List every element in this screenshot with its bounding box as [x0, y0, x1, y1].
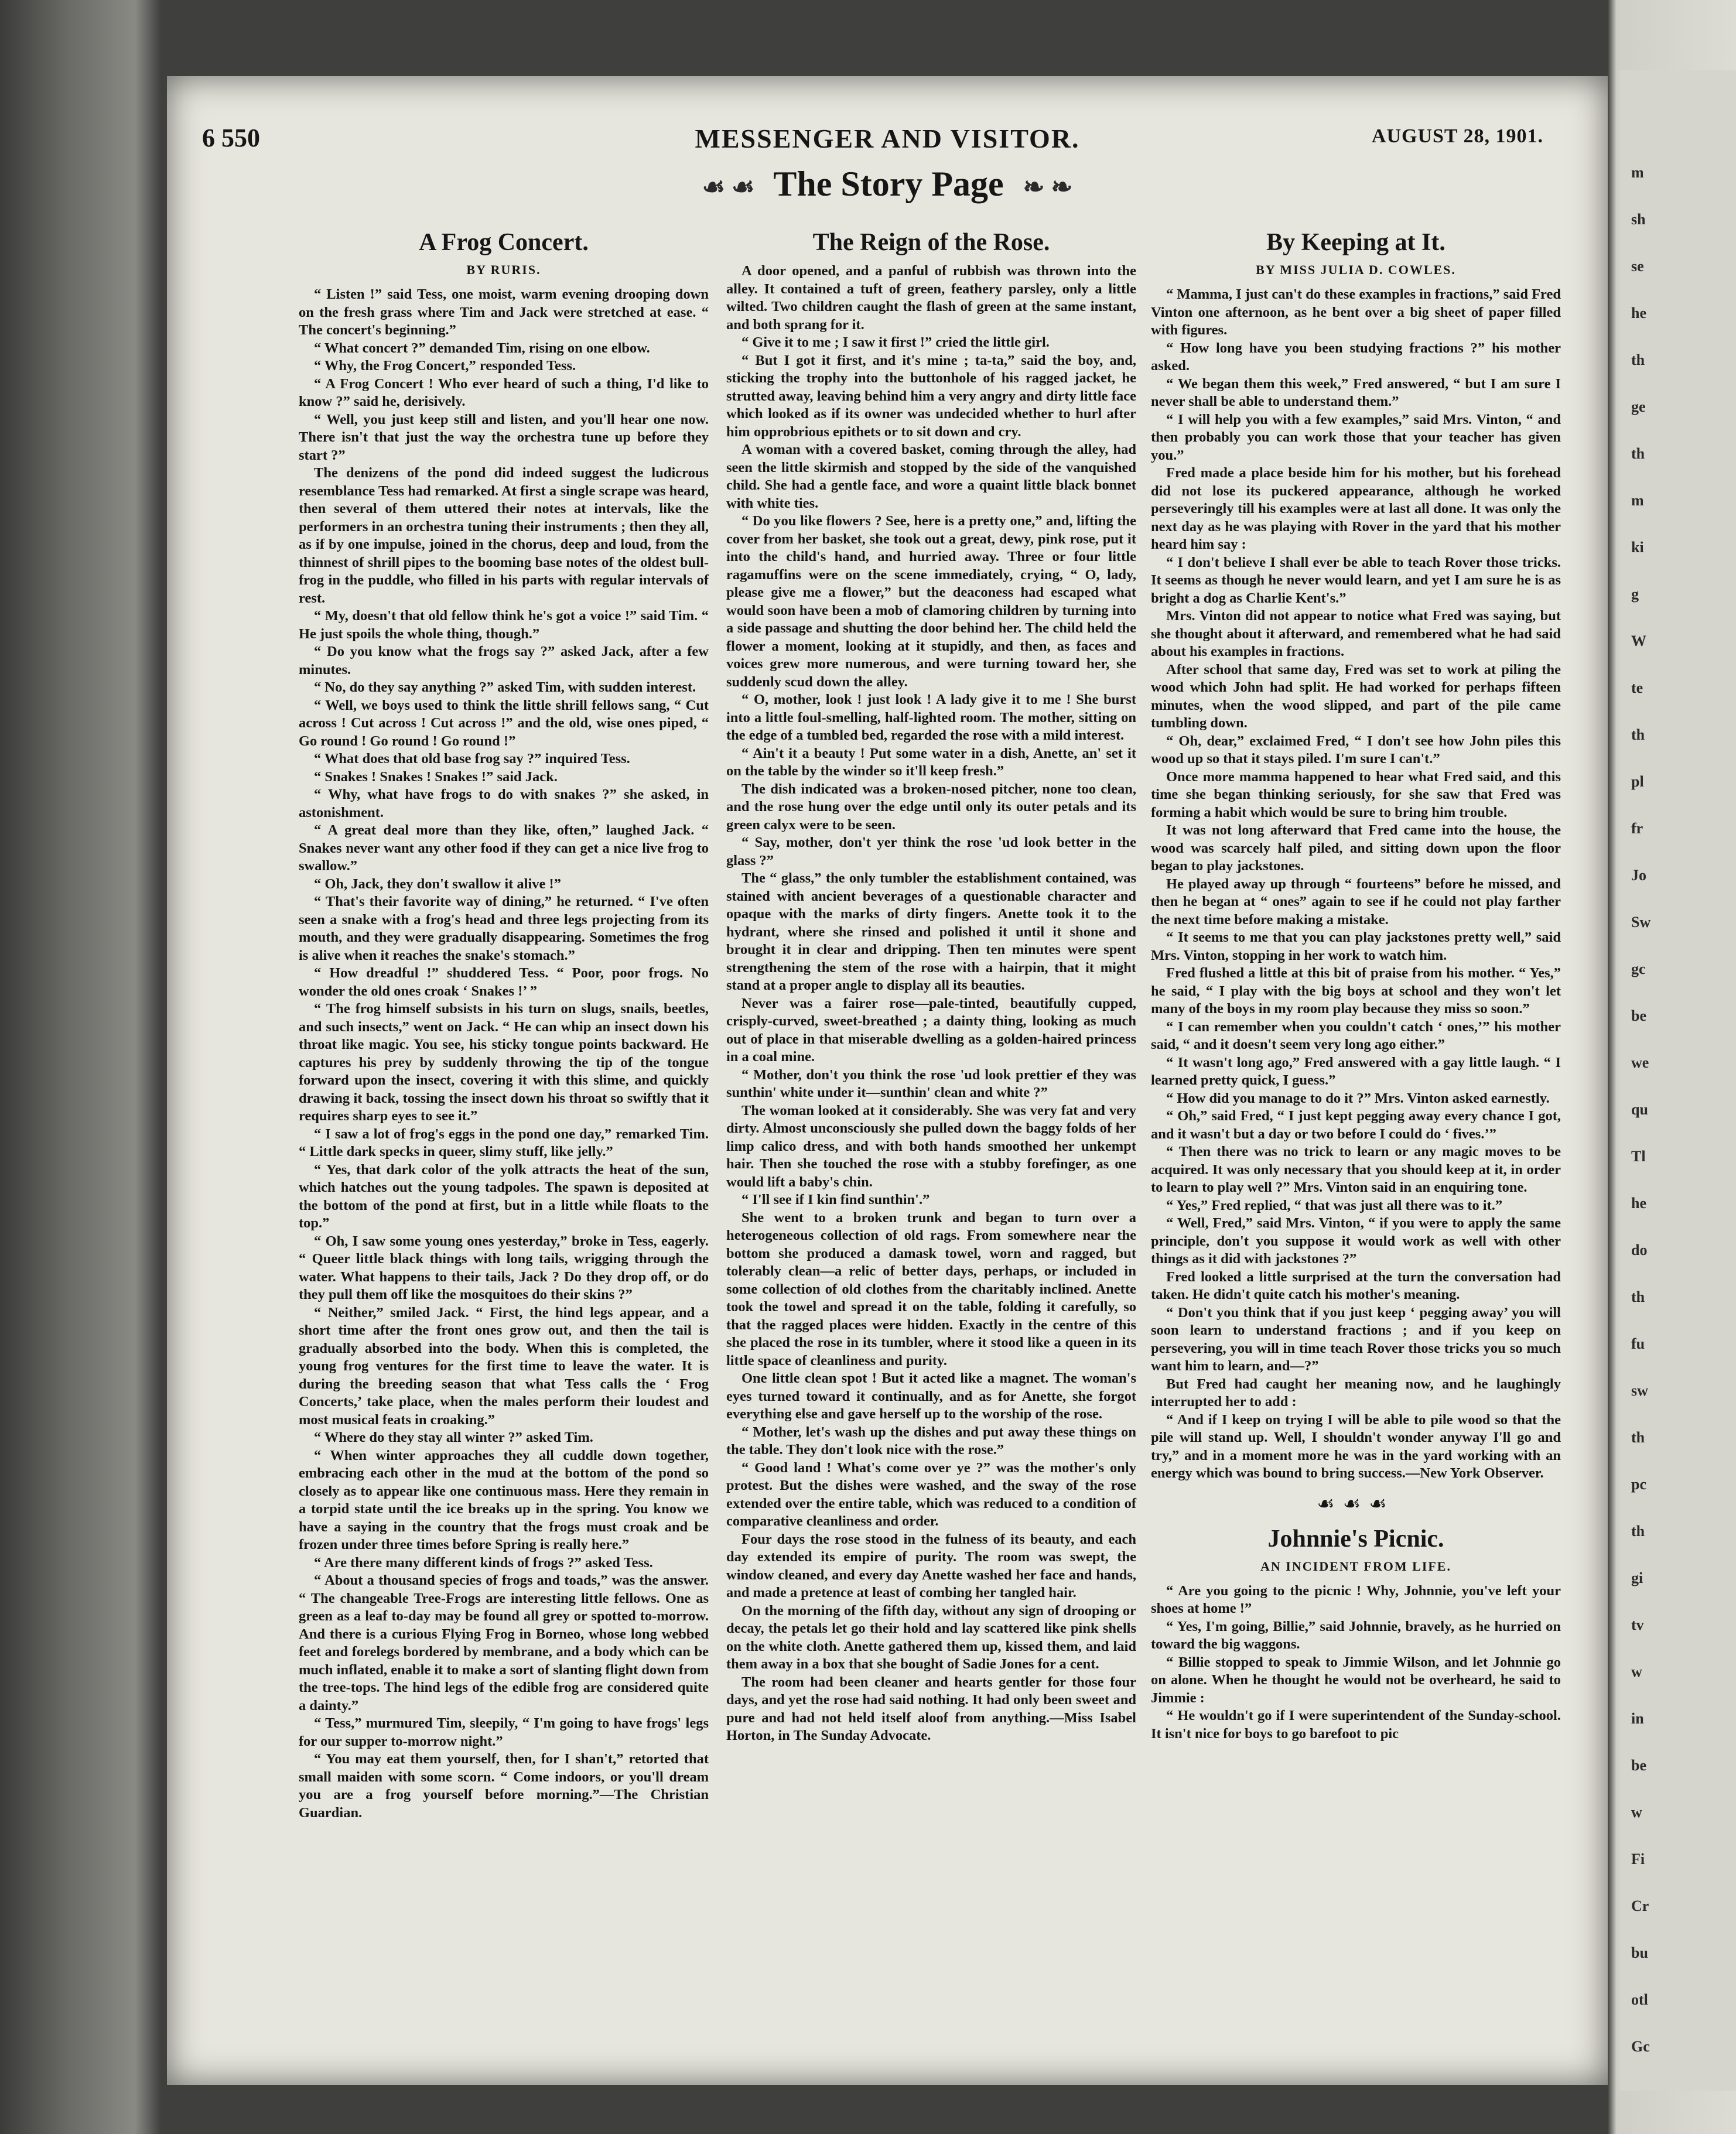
- story-paragraph: Fred flushed a little at this bit of praise from his mother. “ Yes,” he said, “ I play with the big boys at school and they won't let many of the boys in my room play because they miss so soon.”: [1151, 965, 1561, 1017]
- story-paragraph: The woman looked at it considerably. She was very fat and very dirty. Almost unconsciously she pulled down the baggy folds of her limp calico dress, and with both hands smoothed her unkempt hair. Then she touched the rose with a stubby forefinger, as one would lift a baby's chin.: [726, 1102, 1136, 1190]
- story-body: [299, 286, 709, 1822]
- column-2: [726, 228, 1136, 1745]
- story-paragraph: “ Well, we boys used to think the little shrill fellows sang, “ Cut across ! Cut across ! Cut across !” and the old, wise ones piped, “ Go round ! Go round ! Go round !”: [299, 697, 709, 749]
- adjacent-page-fragment: Cr: [1631, 1897, 1649, 1914]
- story-paragraph: “ Yes, that dark color of the yolk attracts the heat of the sun, which hatches out the young tadpoles. The spawn is deposited at the bottom of the pond at first, but in a little while floats to the top.”: [299, 1161, 709, 1231]
- story-paragraph: “ It wasn't long ago,” Fred answered with a gay little laugh. “ I learned pretty quick, I guess.”: [1151, 1054, 1561, 1088]
- adjacent-page-fragment: th: [1631, 1429, 1645, 1446]
- story-byline: AN INCIDENT FROM LIFE.: [1260, 1558, 1451, 1574]
- story-paragraph: “ It seems to me that you can play jackstones pretty well,” said Mrs. Vinton, stopping in her work to watch him.: [1151, 929, 1561, 963]
- adjacent-page-fragment: pc: [1631, 1476, 1646, 1493]
- column-1: [299, 228, 709, 1822]
- story-title: A Frog Concert.: [419, 229, 589, 256]
- story-paragraph: “ Do you like flowers ? See, here is a pretty one,” and, lifting the cover from her basket, she took out a great, dewy, pink rose, put it into the child's hand, and hurried away. Three or four little ragamuffins were on the scene immediately, crying, “ O, lady, please give me a flower,” but the deaconess had escaped what would soon have been a mob of clamoring children by turning into a side passage and shutting the door behind her. The child held the flower a moment, looking at it stupidly, and then, as faces and voices grew more numerous, and were turning toward her, she suddenly scud down the alley.: [726, 513, 1136, 690]
- adjacent-page-fragment: m: [1631, 492, 1644, 509]
- adjacent-page-fragment: g: [1631, 586, 1639, 603]
- adjacent-page-fragment: w: [1631, 1804, 1642, 1821]
- story-paragraph: “ And if I keep on trying I will be able to pile wood so that the pile will stand up. Well, I shouldn't wonder anyway I'll go and try,” and in a moment more he was in the yard working with an energy which was bound to bring success.—New York Observer.: [1151, 1411, 1561, 1481]
- story-paragraph: It was not long afterward that Fred came into the house, the wood was scarcely half piled, and sitting down upon the floor began to play jackstones.: [1151, 822, 1561, 874]
- story-paragraph: The dish indicated was a broken-nosed pitcher, none too clean, and the rose hung over the edge until only its outer petals and its green calyx were to be seen.: [726, 781, 1136, 833]
- masthead: [167, 123, 1608, 164]
- story-paragraph: The “ glass,” the only tumbler the establishment contained, was stained with ancient beverages of a questionable character and opaque with the marks of dirty fingers. Anette took it to the hydrant, where she rinsed and polished it until it shone and brought it in clear and dripping. Then ten minutes were spent strengthening the stem of the rose with a hairpin, that it might stand at a proper angle to display all its beauties.: [726, 870, 1136, 993]
- story-frog-concert: [299, 228, 709, 1822]
- story-body: [726, 262, 1136, 1745]
- story-paragraph: She went to a broken trunk and began to turn over a heterogeneous collection of old rags. From somewhere near the bottom she produced a damask towel, worn and ragged, but tolerably clean—a relic of better days, perhaps, or included in some collection of old clothes from the charitably inclined. Anette took the towel and spread it on the table, folding it carefully, so that the ragged places were hidden. Exactly in the centre of this she placed the rose in its tumbler, where it stood like a queen in its little space of cleanliness and purity.: [726, 1209, 1136, 1369]
- adjacent-page-fragment: be: [1631, 1757, 1646, 1774]
- adjacent-page-fragment: W: [1631, 632, 1646, 649]
- adjacent-page-fragment: fu: [1631, 1335, 1645, 1352]
- story-paragraph: “ Yes, I'm going, Billie,” said Johnnie, bravely, as he hurried on toward the big waggons.: [1151, 1618, 1561, 1652]
- adjacent-page-fragment: sh: [1631, 211, 1646, 228]
- story-paragraph: “ Why, what have frogs to do with snakes ?” she asked, in astonishment.: [299, 786, 709, 820]
- story-paragraph: “ Good land ! What's come over ye ?” was the mother's only protest. But the dishes were washed, and the sway of the rose extended over the entire table, which was reduced to a condition of comparative cleanliness and order.: [726, 1459, 1136, 1529]
- adjacent-page-fragment: in: [1631, 1710, 1644, 1727]
- story-paragraph: “ Mother, let's wash up the dishes and put away these things on the table. They don't look nice with the rose.”: [726, 1424, 1136, 1458]
- story-paragraph: “ Give it to me ; I saw it first !” cried the little girl.: [741, 334, 1050, 350]
- adjacent-page-fragment: th: [1631, 445, 1645, 462]
- adjacent-page-fragment: Sw: [1631, 914, 1651, 931]
- story-paragraph: “ I will help you with a few examples,” said Mrs. Vinton, “ and then probably you can work those that your teacher has given you.”: [1151, 411, 1561, 463]
- adjacent-page-fragment: bu: [1631, 1944, 1648, 1961]
- adjacent-page-fragment: th: [1631, 1523, 1645, 1540]
- adjacent-page-fragment: qu: [1631, 1101, 1648, 1118]
- story-paragraph: “ About a thousand species of frogs and toads,” was the answer. “ The changeable Tree-Frogs are interesting little fellows. One as green as a leaf to-day may be found all grey or spotted to-morrow. And there is a curious Flying Frog in Borneo, whose long webbed feet and forelegs bordered by membrane, and a body which can be much inflated, enable it to make a sort of slanting flight down from the tree-tops. The hind legs of the edible frog are considered quite a dainty.”: [299, 1572, 709, 1714]
- story-paragraph: The room had been cleaner and hearts gentler for those four days, and yet the rose had said nothing. It had only been sweet and pure and had not held itself aloof from anything.—Miss Isabel Horton, in The Sunday Advocate.: [726, 1674, 1136, 1743]
- story-paragraph: “ Mother, don't you think the rose 'ud look prettier ef they was sunthin' white under it—sunthin' clean and white ?”: [726, 1066, 1136, 1100]
- story-paragraph: “ How dreadful !” shuddered Tess. “ Poor, poor frogs. No wonder the old ones croak ‘ Snakes !’ ”: [299, 965, 709, 999]
- story-paragraph: “ Then there was no trick to learn or any magic moves to be acquired. It was only necessary that you should keep at it, in order to learn to play well ?” Mrs. Vinton said in an enquiring tone.: [1151, 1144, 1561, 1195]
- story-paragraph: “ Listen !” said Tess, one moist, warm evening drooping down on the fresh grass where Tim and Jack were stretched at ease. “ The concert's beginning.”: [299, 286, 709, 338]
- column-3: [1151, 228, 1561, 1743]
- story-paragraph: “ That's their favorite way of dining,” he returned. “ I've often seen a snake with a frog's head and three legs projecting from its mouth, and they were gradually disappearing. Sometimes the frog is alive when it reaches the snake's stomach.”: [299, 894, 709, 963]
- story-separator-ornament: ☙☙☙: [1317, 1493, 1395, 1515]
- newspaper-page: [167, 76, 1608, 2085]
- adjacent-page-fragment: we: [1631, 1054, 1649, 1071]
- story-paragraph: Mrs. Vinton did not appear to notice what Fred was saying, but she thought about it afterward, and remembered what he had said about his examples in fractions.: [1151, 608, 1561, 659]
- adjacent-page-fragment: th: [1631, 1288, 1645, 1305]
- story-body: [1151, 1582, 1561, 1743]
- adjacent-page-fragment: otl: [1631, 1991, 1648, 2008]
- adjacent-page-fragment: te: [1631, 679, 1643, 696]
- story-paragraph: After school that same day, Fred was set to work at piling the wood which John had split. He had worked for perhaps fifteen minutes, when the wood slipped, and part of the pile came tumbling down.: [1151, 661, 1561, 731]
- story-paragraph: A door opened, and a panful of rubbish was thrown into the alley. It contained a tuft of green, feathery parsley, only a little wilted. Two children caught the flash of green at the same instant, and both sprang for it.: [726, 263, 1136, 333]
- story-paragraph: On the morning of the fifth day, without any sign of drooping or decay, the petals let go their hold and lay scattered like pink shells on the white cloth. Anette gathered them up, kissed them, and laid them away in a box that she bought of Sadie Jones for a cent.: [726, 1602, 1136, 1672]
- story-paragraph: “ Why, the Frog Concert,” responded Tess.: [314, 358, 576, 374]
- story-paragraph: Four days the rose stood in the fulness of its beauty, and each day extended its empire of purity. The room was swept, the window cleaned, and every day Anette washed her face and hands, and made a pretence at least of combing her tangled hair.: [726, 1531, 1136, 1600]
- adjacent-page-fragment: do: [1631, 1242, 1648, 1258]
- story-paragraph: “ We began them this week,” Fred answered, “ but I am sure I never shall be able to understand them.”: [1151, 375, 1561, 409]
- story-paragraph: “ Oh, I saw some young ones yesterday,” broke in Tess, eagerly. “ Queer little black things with long tails, wrigging through the water. What happens to their tails, Jack ? Do they drop off, or do they pull them off like the mosquitoes do their skins ?”: [299, 1233, 709, 1302]
- story-paragraph: “ A Frog Concert ! Who ever heard of such a thing, I'd like to know ?” said he, derisively.: [299, 375, 709, 409]
- story-paragraph: “ I saw a lot of frog's eggs in the pond one day,” remarked Tim. “ Little dark specks in queer, slimy stuff, like jelly.”: [299, 1126, 709, 1160]
- story-paragraph: “ When winter approaches they all cuddle down together, embracing each other in the mud at the bottom of the pond so closely as to appear like one continuous mass. Here they remain in a torpid state until the ice breaks up in the spring. You know we have a saying in the country that the frogs must croak and be frozen under three times before Spring is really here.”: [299, 1447, 709, 1552]
- adjacent-page-fragment: ge: [1631, 398, 1646, 415]
- adjacent-page-fragment: w: [1631, 1663, 1642, 1680]
- story-paragraph: “ What concert ?” demanded Tim, rising on one elbow.: [314, 340, 650, 356]
- paper-title: MESSENGER AND VISITOR.: [695, 124, 1080, 153]
- adjacent-page-fragment: pl: [1631, 773, 1644, 790]
- story-paragraph: “ I don't believe I shall ever be able to teach Rover those tricks. It seems as though he never would learn, and yet I am sure he is as bright a dog as Charlie Kent's.”: [1151, 554, 1561, 606]
- adjacent-page-fragment: se: [1631, 258, 1644, 275]
- issue-date: AUGUST 28, 1901.: [1371, 125, 1543, 147]
- adjacent-page-edge: [1619, 70, 1736, 2091]
- adjacent-page-fragment: Fi: [1631, 1851, 1645, 1868]
- story-paragraph: “ Well, you just keep still and listen, and you'll hear one now. There isn't that just the way the orchestra tune up before they start ?”: [299, 411, 709, 463]
- adjacent-page-fragment: he: [1631, 305, 1646, 322]
- adjacent-page-fragment: fr: [1631, 820, 1643, 837]
- story-paragraph: One little clean spot ! But it acted like a magnet. The woman's eyes turned toward it continually, and as for Anette, she forgot everything else and gave herself up to the worship of the rose.: [726, 1370, 1136, 1422]
- story-paragraph: “ No, do they say anything ?” asked Tim, with sudden interest.: [314, 679, 696, 695]
- story-paragraph: “ Oh, dear,” exclaimed Fred, “ I don't see how John piles this wood up so that it stays piled. I'm sure I can't.”: [1151, 733, 1561, 767]
- adjacent-page-fragment: th: [1631, 351, 1645, 368]
- section-heading: [167, 164, 1608, 204]
- story-paragraph: “ How long have you been studying fractions ?” his mother asked.: [1151, 340, 1561, 374]
- adjacent-page-fragment: Jo: [1631, 867, 1646, 884]
- story-paragraph: “ Snakes ! Snakes ! Snakes !” said Jack.: [314, 768, 558, 785]
- story-paragraph: A woman with a covered basket, coming through the alley, had seen the little skirmish and stopped by the side of the vanquished child. She had a gentle face, and wore a quaint little black bonnet with white ties.: [726, 442, 1136, 511]
- story-paragraph: “ Oh, Jack, they don't swallow it alive !”: [314, 876, 561, 892]
- story-title: The Reign of the Rose.: [812, 229, 1050, 256]
- story-paragraph: “ He wouldn't go if I were superintendent of the Sunday-school. It isn't nice for boys to go barefoot to pic: [1151, 1708, 1561, 1742]
- section-title: The Story Page: [773, 165, 1004, 203]
- story-paragraph: He played away up through “ fourteens” before he missed, and then he began at “ ones” again to see if he could not play farther the next time before making a mistake.: [1151, 876, 1561, 928]
- story-paragraph: “ O, mother, look ! just look ! A lady give it to me ! She burst into a little foul-smelling, half-lighted room. The mother, sitting on the edge of a tumbled bed, regarded the rose with a mild interest.: [726, 692, 1136, 743]
- story-title: By Keeping at It.: [1266, 229, 1445, 256]
- story-paragraph: “ Oh,” said Fred, “ I just kept pegging away every chance I got, and it wasn't but a day or two before I could do ‘ fives.’”: [1151, 1108, 1561, 1142]
- adjacent-page-fragment: gc: [1631, 960, 1646, 977]
- story-byline: BY RURIS.: [466, 262, 541, 277]
- story-paragraph: “ I can remember when you couldn't catch ‘ ones,’” his mother said, “ and it doesn't seem very long ago either.”: [1151, 1018, 1561, 1052]
- story-paragraph: “ But I got it first, and it's mine ; ta-ta,” said the boy, and, sticking the trophy into the buttonhole of his ragged jacket, he strutted away, leaving behind him a very angry and dirty little face which looked as if its owner was undecided whether to hurl after him opprobrious epithets or to sit down and cry.: [726, 352, 1136, 440]
- adjacent-page-fragment: tv: [1631, 1616, 1644, 1633]
- adjacent-page-fragment: Tl: [1631, 1148, 1646, 1165]
- adjacent-page-fragment: he: [1631, 1195, 1646, 1212]
- story-by-keeping-at-it: [1151, 228, 1561, 1483]
- story-paragraph: “ Yes,” Fred replied, “ that was just all there was to it.”: [1166, 1197, 1503, 1213]
- story-paragraph: Once more mamma happened to hear what Fred said, and this time she began thinking seriously, for she saw that Fred was forming a habit which would be sure to bring him trouble.: [1151, 768, 1561, 820]
- adjacent-page-fragment: Gc: [1631, 2038, 1650, 2055]
- story-paragraph: “ Ain't it a beauty ! Put some water in a dish, Anette, an' set it on the table by the winder so it'll keep fresh.”: [726, 745, 1136, 779]
- story-paragraph: “ You may eat them yourself, then, for I shan't,” retorted that small maiden with some scorn. “ Come indoors, or you'll dream you are a frog yourself before morning.”—The Christian Guardian.: [299, 1751, 709, 1821]
- story-paragraph: “ A great deal more than they like, often,” laughed Jack. “ Snakes never want any other food if they can get a nice live frog to swallow.”: [299, 822, 709, 874]
- story-paragraph: The denizens of the pond did indeed suggest the ludicrous resemblance Tess had remarked. At first a single scrape was heard, then several of them uttered their notes at intervals, like the performers in an orchestra tuning their instruments ; then they all, as if by one impulse, joined in the chorus, deep and loud, from the thinnest of shrill pipes to the booming base notes of the oldest bull-frog in the puddle, who filled in his parts with regular intervals of rest.: [299, 465, 709, 606]
- fleuron-left-icon: ☙ ☙: [702, 173, 755, 201]
- story-paragraph: Fred looked a little surprised at the turn the conversation had taken. He didn't quite catch his mother's meaning.: [1151, 1268, 1561, 1302]
- adjacent-page-fragment: gi: [1631, 1569, 1643, 1586]
- story-byline: BY MISS JULIA D. COWLES.: [1256, 262, 1456, 277]
- adjacent-page-fragment: be: [1631, 1007, 1646, 1024]
- story-paragraph: “ Where do they stay all winter ?” asked Tim.: [314, 1429, 593, 1445]
- story-paragraph: “ Are there many different kinds of frogs ?” asked Tess.: [314, 1554, 653, 1571]
- page-number: 6 550: [202, 124, 260, 152]
- adjacent-page-fragment: m: [1631, 164, 1644, 181]
- story-johnnies-picnic: [1151, 1525, 1561, 1743]
- story-paragraph: “ Say, mother, don't yer think the rose 'ud look better in the glass ?”: [726, 835, 1136, 868]
- story-paragraph: “ What does that old base frog say ?” inquired Tess.: [314, 751, 630, 767]
- story-paragraph: “ How did you manage to do it ?” Mrs. Vinton asked earnestly.: [1166, 1090, 1550, 1106]
- adjacent-page-fragment: th: [1631, 726, 1645, 743]
- story-paragraph: “ Mamma, I just can't do these examples in fractions,” said Fred Vinton one afternoon, as he bent over a big sheet of paper filled with figures.: [1151, 286, 1561, 338]
- story-title: Johnnie's Picnic.: [1267, 1525, 1444, 1552]
- adjacent-page-fragment: ki: [1631, 539, 1644, 556]
- story-paragraph: But Fred had caught her meaning now, and he laughingly interrupted her to add :: [1151, 1376, 1561, 1410]
- story-paragraph: “ I'll see if I kin find sunthin'.”: [741, 1192, 930, 1208]
- story-paragraph: “ Do you know what the frogs say ?” asked Jack, after a few minutes.: [299, 644, 709, 678]
- story-reign-of-the-rose: [726, 228, 1136, 1745]
- story-paragraph: “ Neither,” smiled Jack. “ First, the hind legs appear, and a short time after the front ones grow out, and then the tail is gradually absorbed into the body. When this is completed, the young frog ventures for the first time to leave the water. It is during the breeding season that what Tess calls the ‘ Frog Concerts,’ take place, when the males perform their loudest and most musical feats in croaking.”: [299, 1304, 709, 1428]
- story-paragraph: “ Well, Fred,” said Mrs. Vinton, “ if you were to apply the same principle, don't you suppose it would work as well with other things as it did with jackstones ?”: [1151, 1215, 1561, 1267]
- story-paragraph: “ Don't you think that if you just keep ‘ pegging away’ you will soon learn to understand fractions ; and if you keep on persevering, you will in time teach Rover those tricks you so much want him to learn, and—?”: [1151, 1304, 1561, 1374]
- story-paragraph: “ Billie stopped to speak to Jimmie Wilson, and let Johnnie go on alone. When he thought he would not be overheard, he said to Jimmie :: [1151, 1654, 1561, 1706]
- adjacent-page-fragment: sw: [1631, 1382, 1648, 1399]
- story-paragraph: “ My, doesn't that old fellow think he's got a voice !” said Tim. “ He just spoils the whole thing, though.”: [299, 608, 709, 642]
- story-paragraph: “ Tess,” murmured Tim, sleepily, “ I'm going to have frogs' legs for our supper to-morrow night.”: [299, 1715, 709, 1749]
- fleuron-right-icon: ❧ ❧: [1023, 173, 1073, 201]
- story-paragraph: “ The frog himself subsists in his turn on slugs, snails, beetles, and such insects,” went on Jack. “ He can whip an insect down his throat like magic. You see, his sticky tongue points backward. He captures his prey by suddenly throwing the tip of the tongue forward upon the insect, covering it with this slime, and quickly drawing it back, tossing the insect down his throat so swiftly that it requires sharp eyes to see it.”: [299, 1001, 709, 1124]
- story-body: [1151, 286, 1561, 1483]
- story-paragraph: Fred made a place beside him for his mother, but his forehead did not lose its puckered appearance, although he worked perseveringly till his examples were at last all done. It was only the next day as he was playing with Rover in the yard that his mother heard him say :: [1151, 465, 1561, 552]
- story-paragraph: “ Are you going to the picnic ! Why, Johnnie, you've left your shoes at home !”: [1151, 1582, 1561, 1616]
- story-paragraph: Never was a fairer rose—pale-tinted, beautifully cupped, crisply-curved, sweet-breathed ; a dainty thing, looking as much out of place in that miserable dwelling as a golden-haired princess in a coal mine.: [726, 995, 1136, 1065]
